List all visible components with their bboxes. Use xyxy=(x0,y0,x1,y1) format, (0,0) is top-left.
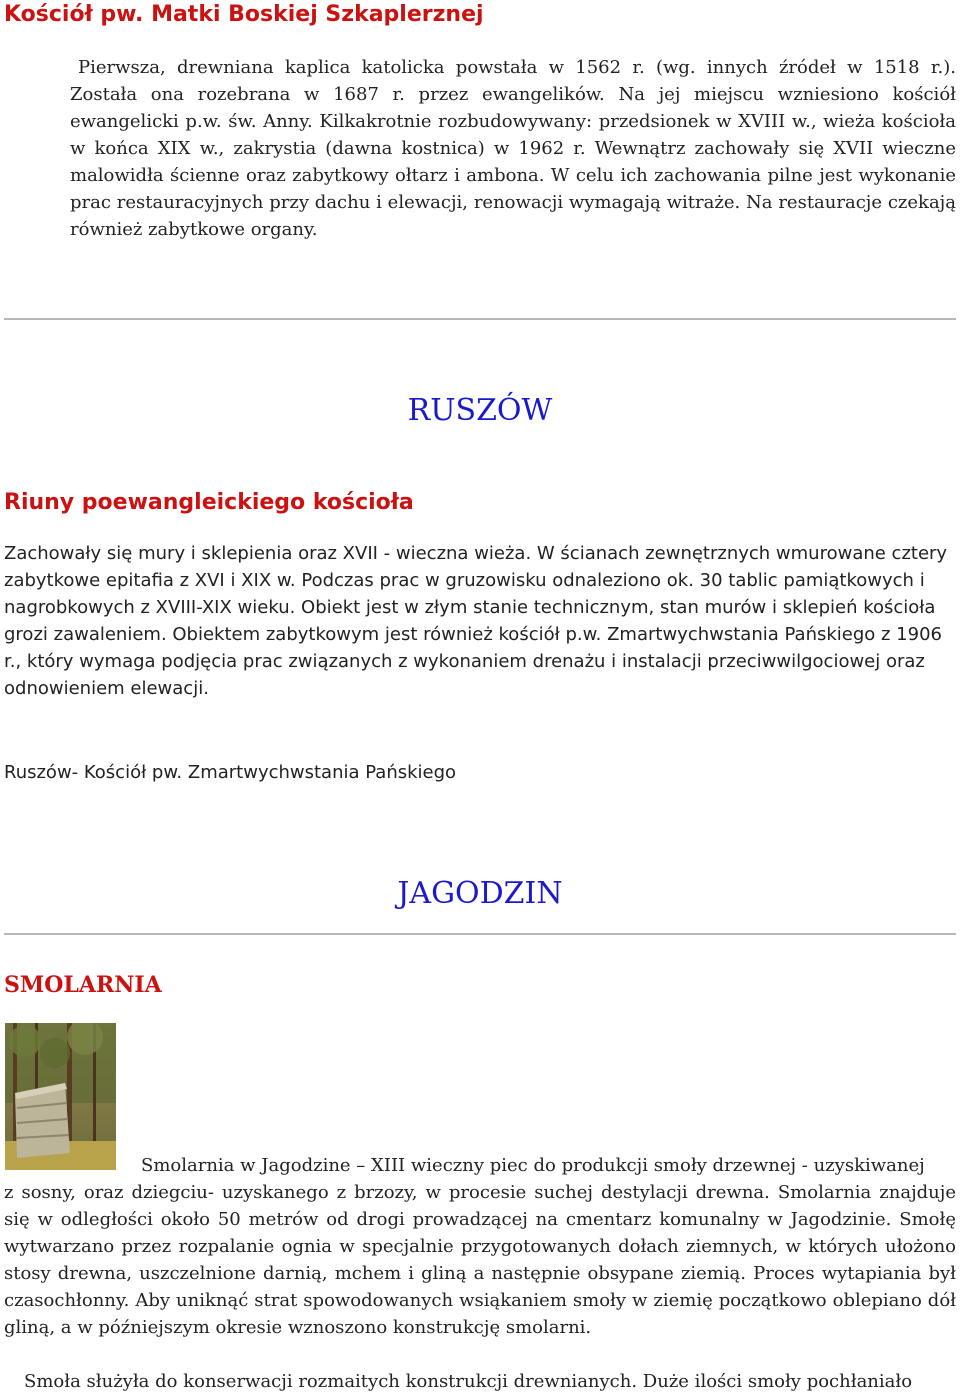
ruszow-caption: Ruszów- Kościół pw. Zmartwychwstania Pańskiego xyxy=(4,762,457,783)
jagodzin-title: JAGODZIN xyxy=(397,876,563,911)
ruins-paragraph: Zachowały się mury i sklepienia oraz XVII - wieczna wieża. W ścianach zewnętrznych wmurowane cztery zabytkowe epitafia z XVI i XIX w. Podczas prac w gruzowisku odnaleziono ok. 30 tablic pamiątkowych i nagrobkowych z XVIII-XIX wieku. Obiekt jest w złym stanie technicznym, stan murów i sklepień kościoła grozi zawaleniem. Obiektem zabytkowym jest również kościół p.w. Zmartwychwstania Pańskiego z 1906 r., który wymaga podjęcia prac związanych z wykonaniem drenażu i instalacji przeciwwilgociowej oraz odnowieniem elewacji. xyxy=(4,543,948,699)
divider xyxy=(4,318,956,320)
smolarnia-paragraph: z sosny, oraz dziegciu- uzyskanego z brzozy, w procesie suchej destylacji drewna. Smolarnia znajduje się w odległości około 50 metrów od drogi prowadzącej na cmentarz komunalny w Jagodzinie. Smołę wytwarzano przez rozpalanie ognia w specjalnie przygotowanych dołach ziemnych, w których ułożono stosy drewna, uszczelnione darnią, mchem i gliną a następnie obsypane ziemią. Proces wytapiania był czasochłonny. Aby uniknąć strat spowodowanych wsiąkaniem smoły w ziemię początkowo oblepiano dół gliną, a w późniejszym okresie wznoszono konstrukcję smolarni. xyxy=(4,1182,956,1338)
divider xyxy=(4,933,956,935)
ruins-heading: Riuny poewangleickiego kościoła xyxy=(4,490,414,515)
smolarnia-last-line: Smoła służyła do konserwacji rozmaitych konstrukcji drewnianych. Duże ilości smoły pochłaniało xyxy=(24,1371,913,1392)
ruszow-title: RUSZÓW xyxy=(407,393,553,428)
smolarnia-lead: Smolarnia w Jagodzine – XIII wieczny piec do produkcji smoły drzewnej - uzyskiwanej xyxy=(141,1155,925,1176)
church-heading: Kościół pw. Matki Boskiej Szkaplerznej xyxy=(4,2,484,27)
smolarnia-photo xyxy=(5,1023,116,1170)
church-paragraph: Pierwsza, drewniana kaplica katolicka powstała w 1562 r. (wg. innych źródeł w 1518 r.). Została ona rozebrana w 1687 r. przez ewangelików. Na jej miejscu wzniesiono kościół ewangelicki p.w. św. Anny. Kilkakrotnie rozbudowywany: przedsionek w XVIII w., wieża kościoła w końca XIX w., zakrystia (dawna kostnica) w 1962 r. Wewnątrz zachowały się XVII wieczne malowidła ścienne oraz zabytkowy ołtarz i ambona. W celu ich zachowania pilne jest wykonanie prac restauracyjnych przy dachu i elewacji, renowacji wymagają witraże. Na restauracje czekają również zabytkowe organy. xyxy=(70,57,956,240)
smolarnia-heading: SMOLARNIA xyxy=(4,972,162,998)
